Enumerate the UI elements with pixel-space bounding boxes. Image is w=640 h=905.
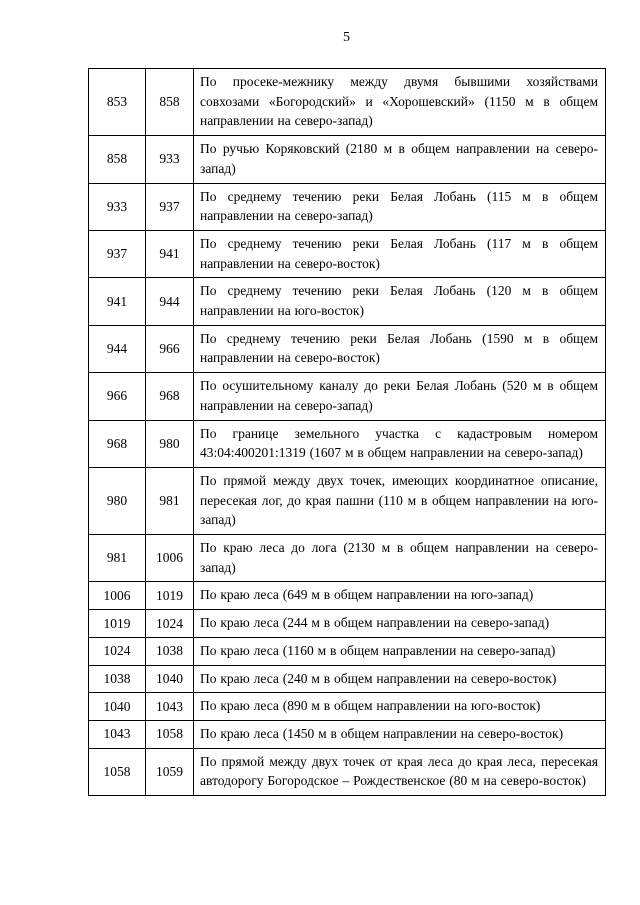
point-to: 1043 (146, 693, 194, 721)
table-row (89, 373, 606, 420)
segment-description: По среднему течению реки Белая Лобань (115 м в общем направлении на северо-запад) (194, 183, 606, 230)
table-row (89, 582, 606, 610)
point-to: 968 (146, 373, 194, 420)
point-from: 858 (89, 136, 146, 183)
table-row (89, 665, 606, 693)
point-to: 941 (146, 230, 194, 277)
table-row (89, 610, 606, 638)
segment-description: По прямой между двух точек, имеющих координатное описание, пересекая лог, до края пашни (110 м в общем направлении на юго-запад) (194, 467, 606, 534)
table-row (89, 535, 606, 582)
point-from: 853 (89, 69, 146, 136)
point-to: 1038 (146, 637, 194, 665)
point-from: 944 (89, 325, 146, 372)
table-row (89, 720, 606, 748)
segment-description: По краю леса (240 м в общем направлении на северо-восток) (194, 665, 606, 693)
point-from: 980 (89, 467, 146, 534)
segment-description: По краю леса (1450 м в общем направлении на северо-восток) (194, 720, 606, 748)
point-from: 1043 (89, 720, 146, 748)
point-from: 1040 (89, 693, 146, 721)
segment-description: По краю леса (1160 м в общем направлении на северо-запад) (194, 637, 606, 665)
boundary-description-table (88, 68, 606, 796)
point-to: 980 (146, 420, 194, 467)
segment-description: По краю леса (890 м в общем направлении на юго-восток) (194, 693, 606, 721)
point-from: 937 (89, 230, 146, 277)
segment-description: По среднему течению реки Белая Лобань (117 м в общем направлении на северо-восток) (194, 230, 606, 277)
segment-description: По краю леса до лога (2130 м в общем направлении на северо-запад) (194, 535, 606, 582)
page-number: 5 (343, 30, 350, 45)
table-row (89, 637, 606, 665)
table-row (89, 230, 606, 277)
segment-description: По ручью Коряковский (2180 м в общем направлении на северо-запад) (194, 136, 606, 183)
point-from: 981 (89, 535, 146, 582)
point-from: 1058 (89, 748, 146, 795)
segment-description: По среднему течению реки Белая Лобань (120 м в общем направлении на юго-восток) (194, 278, 606, 325)
point-to: 858 (146, 69, 194, 136)
point-from: 1024 (89, 637, 146, 665)
table-row (89, 325, 606, 372)
point-from: 1006 (89, 582, 146, 610)
point-from: 966 (89, 373, 146, 420)
point-to: 933 (146, 136, 194, 183)
point-from: 968 (89, 420, 146, 467)
segment-description: По краю леса (244 м в общем направлении на северо-запад) (194, 610, 606, 638)
table-body (89, 69, 606, 796)
point-from: 941 (89, 278, 146, 325)
point-to: 981 (146, 467, 194, 534)
point-to: 966 (146, 325, 194, 372)
point-to: 1058 (146, 720, 194, 748)
table-row (89, 69, 606, 136)
point-to: 1006 (146, 535, 194, 582)
table-row (89, 183, 606, 230)
segment-description: По среднему течению реки Белая Лобань (1590 м в общем направлении на северо-восток) (194, 325, 606, 372)
table-row (89, 693, 606, 721)
point-to: 944 (146, 278, 194, 325)
segment-description: По осушительному каналу до реки Белая Лобань (520 м в общем направлении на северо-запад) (194, 373, 606, 420)
segment-description: По границе земельного участка с кадастровым номером 43:04:400201:1319 (1607 м в общем направлении на северо-запад) (194, 420, 606, 467)
point-to: 1019 (146, 582, 194, 610)
point-to: 1024 (146, 610, 194, 638)
point-from: 1019 (89, 610, 146, 638)
segment-description: По прямой между двух точек от края леса до края леса, пересекая автодорогу Богородское – Рождественское (80 м на северо-восток) (194, 748, 606, 795)
table-row (89, 278, 606, 325)
point-from: 933 (89, 183, 146, 230)
point-to: 1059 (146, 748, 194, 795)
segment-description: По просеке-межнику между двумя бывшими хозяйствами совхозами «Богородский» и «Хорошевский» (1150 м в общем направлении на северо-запад) (194, 69, 606, 136)
point-from: 1038 (89, 665, 146, 693)
segment-description: По краю леса (649 м в общем направлении на юго-запад) (194, 582, 606, 610)
table-row (89, 136, 606, 183)
table-row (89, 467, 606, 534)
point-to: 937 (146, 183, 194, 230)
table-row (89, 420, 606, 467)
point-to: 1040 (146, 665, 194, 693)
table-row (89, 748, 606, 795)
